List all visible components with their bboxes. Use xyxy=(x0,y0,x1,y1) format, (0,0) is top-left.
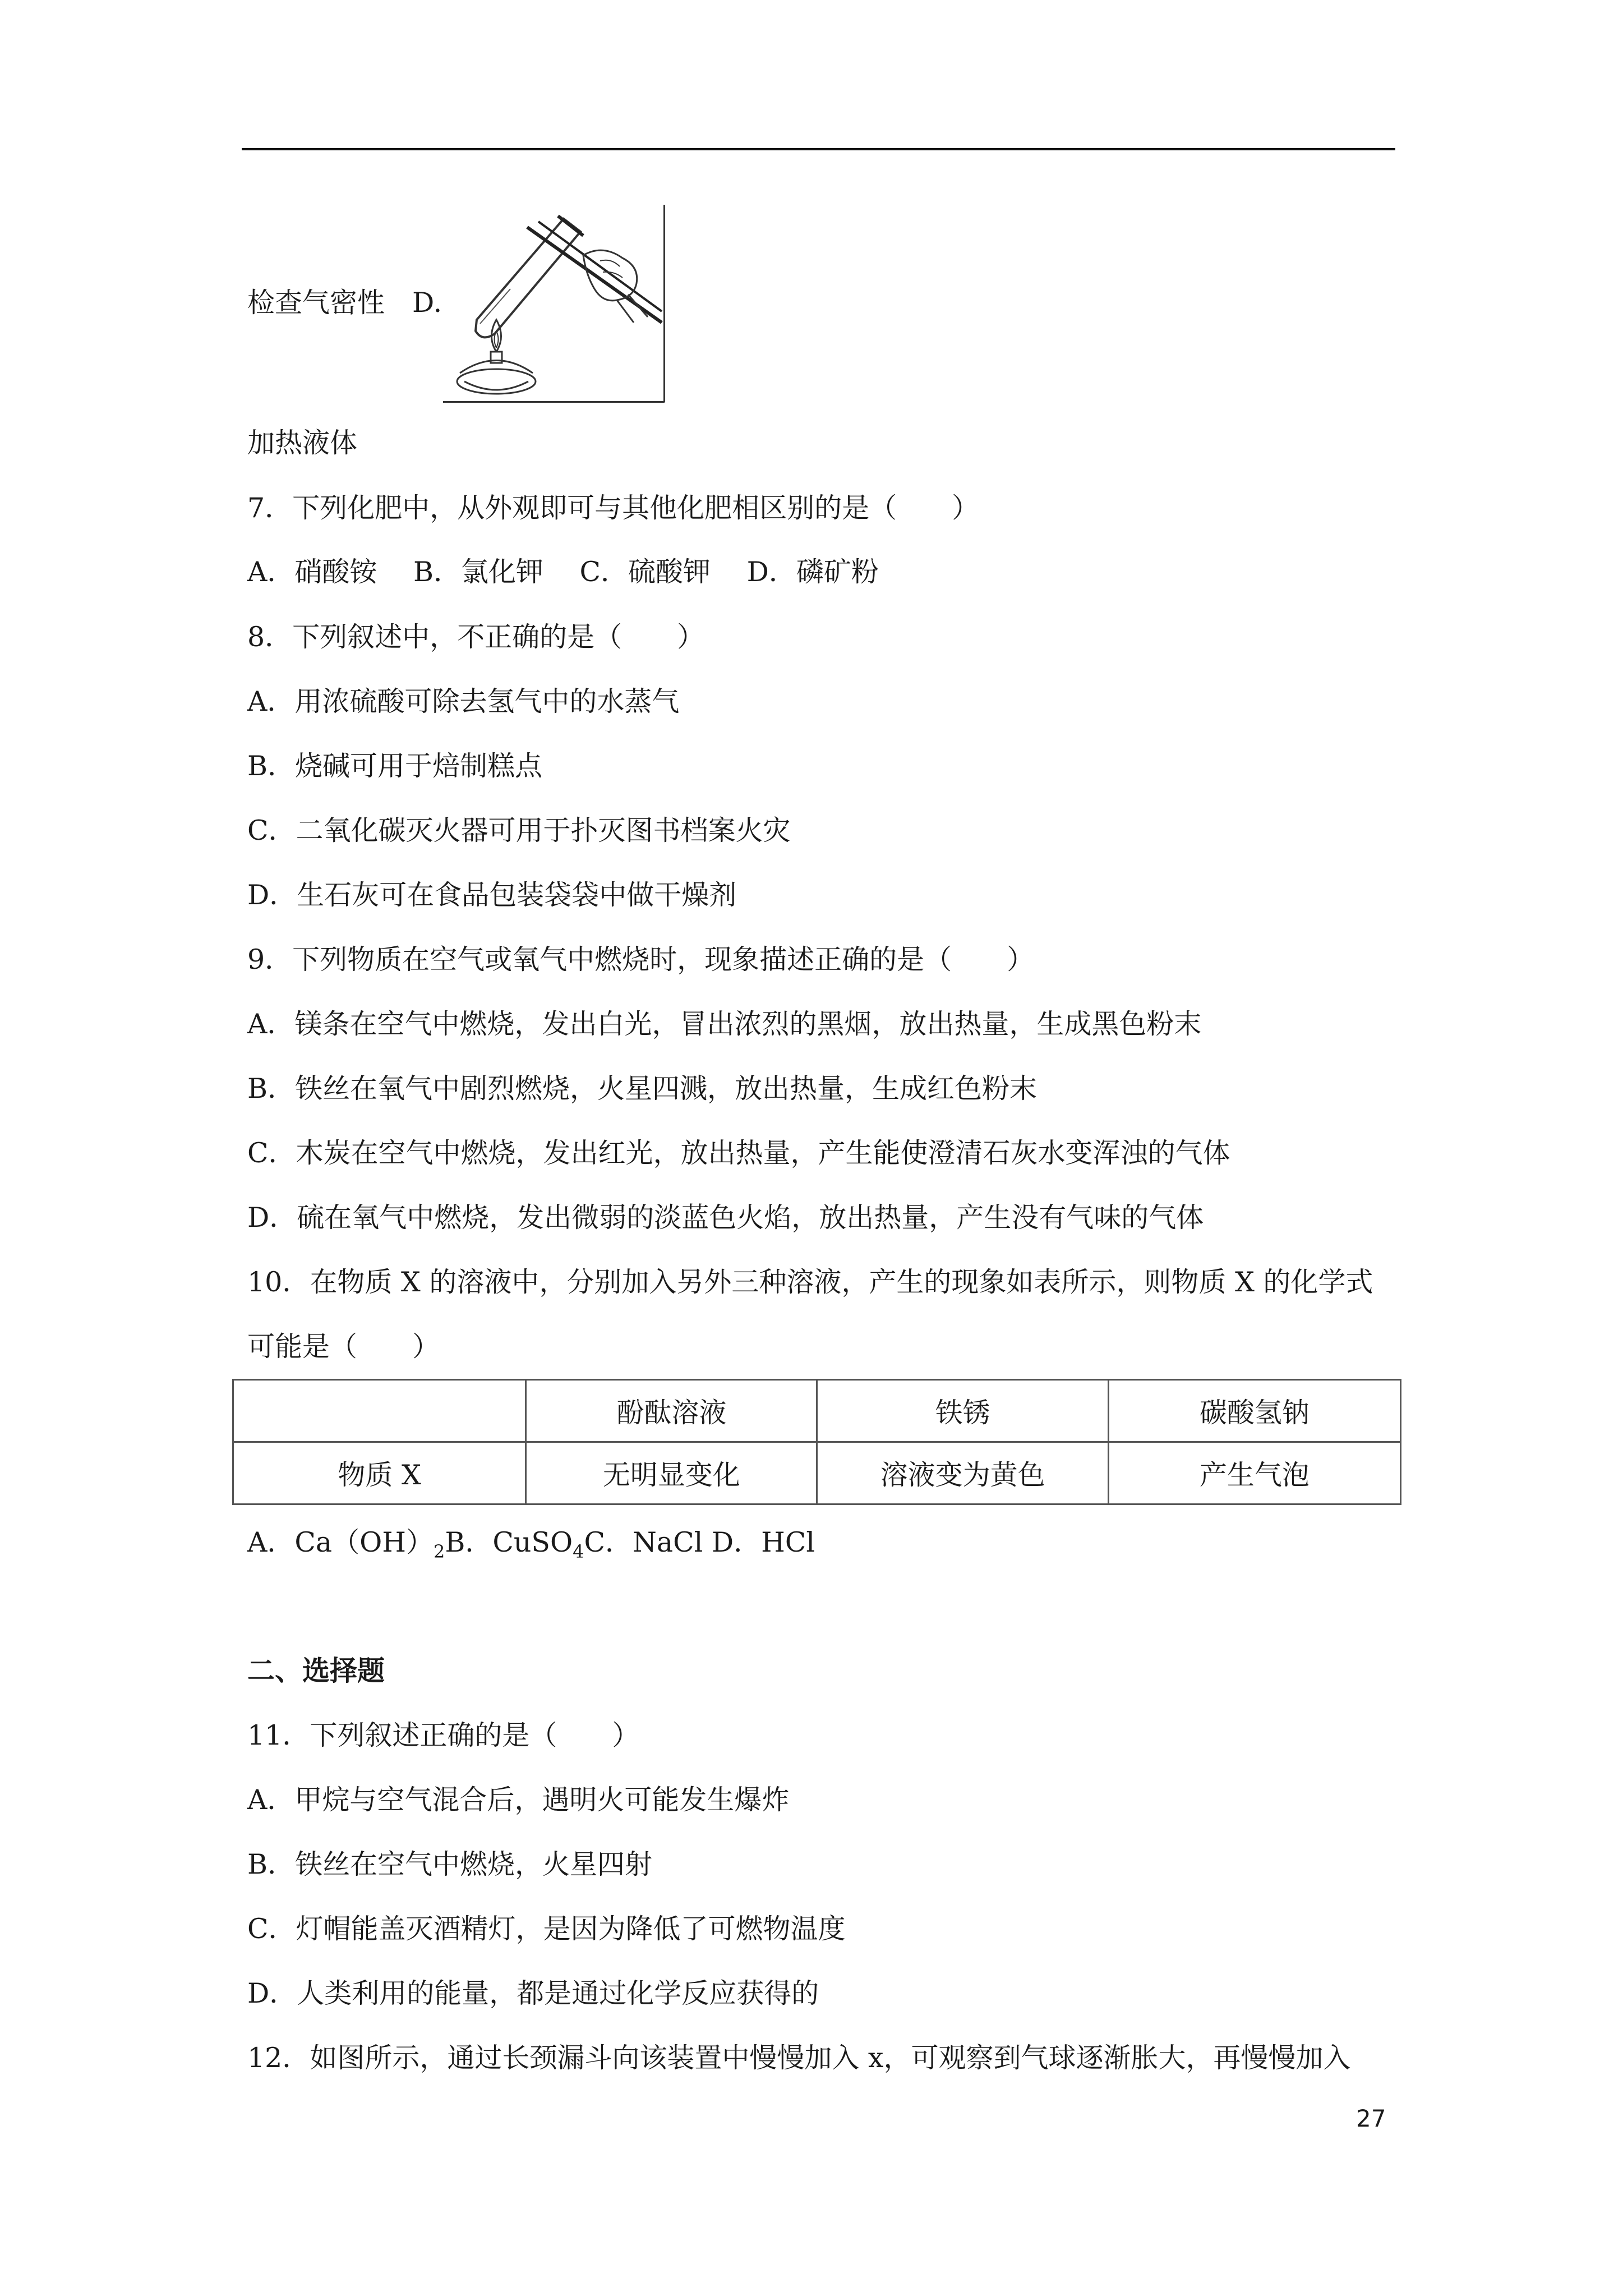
table-cell: 碳酸氢钠 xyxy=(1108,1380,1400,1442)
q8-option-d: D．生石灰可在食品包装袋袋中做干燥剂 xyxy=(247,879,737,911)
q10-options: A．$Ca(OH)_2B$．CuSO$_4$C．NaCl D．HCl xyxy=(247,1526,815,1562)
q10-stem-line2: 可能是（ ） xyxy=(247,1331,440,1363)
page-number: 27 xyxy=(1356,2105,1386,2132)
q11-option-c: C．灯帽能盖灭酒精灯，是因为降低了可燃物温度 xyxy=(247,1913,846,1945)
q9-stem: 9．下列物质在空气或氧气中燃烧时，现象描述正确的是（ ） xyxy=(247,944,1035,976)
table-cell: 产生气泡 xyxy=(1108,1442,1400,1504)
q10-stem-line1: 10．在物质 X 的溶液中，分别加入另外三种溶液，产生的现象如表所示，则物质 X 的化学式 xyxy=(247,1266,1373,1298)
q8-option-a: A．用浓硫酸可除去氢气中的水蒸气 xyxy=(247,685,680,717)
q11-option-b: B．铁丝在空气中燃烧，火星四射 xyxy=(247,1848,653,1880)
q9-option-d: D．硫在氧气中燃烧，发出微弱的淡蓝色火焰，放出热量，产生没有气味的气体 xyxy=(247,1202,1204,1234)
table-header-row xyxy=(233,1380,1401,1442)
q9-option-c: C．木炭在空气中燃烧，发出红光，放出热量，产生能使澄清石灰水变浑浊的气体 xyxy=(247,1137,1230,1169)
table-cell: 铁锈 xyxy=(817,1380,1108,1442)
section-heading: 二、选择题 xyxy=(247,1655,385,1687)
heating-liquid-illustration xyxy=(443,205,665,402)
table-cell: 物质 X xyxy=(233,1442,526,1504)
table-cell: 无明显变化 xyxy=(526,1442,817,1504)
q12-stem: 12．如图所示，通过长颈漏斗向该装置中慢慢加入 x，可观察到气球逐渐胀大，再慢慢加入 xyxy=(247,2042,1351,2074)
q9-option-a: A．镁条在空气中燃烧，发出白光，冒出浓烈的黑烟，放出热量，生成黑色粉末 xyxy=(247,1008,1202,1040)
table-cell: 酚酞溶液 xyxy=(526,1380,817,1442)
table-cell xyxy=(233,1380,526,1442)
q7-stem: 7．下列化肥中，从外观即可与其他化肥相区别的是（ ） xyxy=(247,492,980,524)
table-row xyxy=(233,1442,1401,1504)
q11-stem: 11．下列叙述正确的是（ ） xyxy=(247,1719,640,1751)
figure-border-bottom xyxy=(443,401,665,403)
figure-border-right xyxy=(663,205,665,402)
q11-option-a: A．甲烷与空气混合后，遇明火可能发生爆炸 xyxy=(247,1784,790,1816)
q8-option-b: B．烧碱可用于焙制糕点 xyxy=(247,750,543,782)
q6-caption: 加热液体 xyxy=(247,427,358,459)
q10-table xyxy=(232,1379,1401,1505)
q8-stem: 8．下列叙述中，不正确的是（ ） xyxy=(247,621,705,653)
q6-label: 检查气密性 D. xyxy=(247,287,442,319)
table-cell: 溶液变为黄色 xyxy=(817,1442,1108,1504)
q9-option-b: B．铁丝在氧气中剧烈燃烧，火星四溅，放出热量，生成红色粉末 xyxy=(247,1073,1038,1105)
q8-option-c: C．二氧化碳灭火器可用于扑灭图书档案火灾 xyxy=(247,815,791,846)
header-rule xyxy=(242,148,1395,150)
q11-option-d: D．人类利用的能量，都是通过化学反应获得的 xyxy=(247,1977,819,2009)
q7-options: A．硝酸铵 B．氯化钾 C．硫酸钾 D．磷矿粉 xyxy=(247,556,879,588)
